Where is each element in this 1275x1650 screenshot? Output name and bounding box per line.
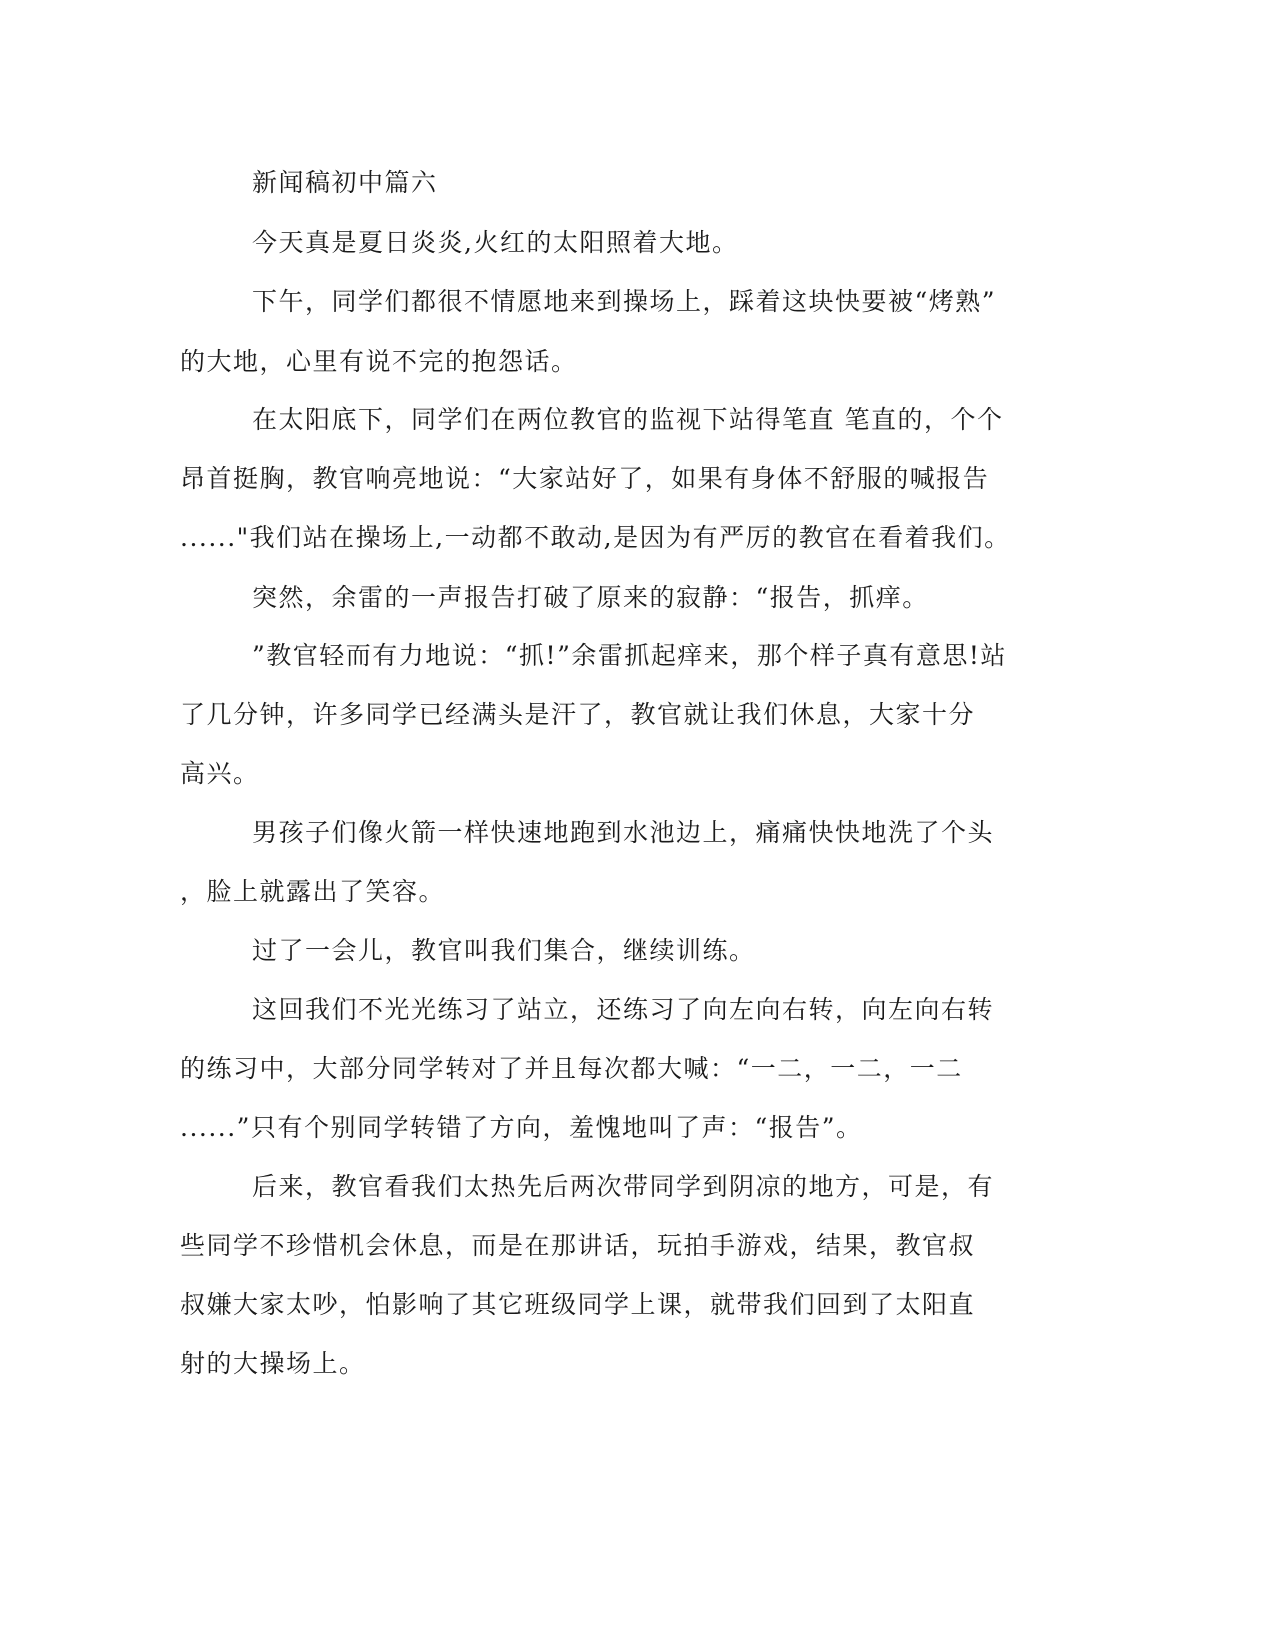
text-line: ，脸上就露出了笑容。 — [180, 877, 446, 906]
text-line: 些同学不珍惜机会休息，而是在那讲话，玩拍手游戏，结果，教官叔 — [180, 1231, 976, 1260]
text-line: 过了一会儿，教官叫我们集合，继续训练。 — [252, 936, 756, 965]
text-line: ......”只有个别同学转错了方向，羞愧地叫了声：“报告”。 — [180, 1113, 863, 1142]
text-line: 的练习中，大部分同学转对了并且每次都大喊：“一二，一二，一二 — [180, 1054, 963, 1083]
text-line: 高兴。 — [180, 759, 260, 788]
text-line: 今天真是夏日炎炎,火红的太阳照着大地。 — [252, 228, 739, 257]
text-line: 的大地，心里有说不完的抱怨话。 — [180, 347, 578, 376]
document-title: 新闻稿初中篇六 — [252, 168, 438, 197]
text-line: 突然，余雷的一声报告打破了原来的寂静：“报告，抓痒。 — [252, 583, 929, 612]
text-line: 在太阳底下，同学们在两位教官的监视下站得笔直 笔直的，个个 — [252, 405, 1004, 434]
text-line: 了几分钟，许多同学已经满头是汗了，教官就让我们休息，大家十分 — [180, 700, 976, 729]
text-line: 昂首挺胸，教官响亮地说：“大家站好了，如果有身体不舒服的喊报告 — [180, 464, 990, 493]
text-line: 射的大操场上。 — [180, 1349, 366, 1378]
text-line: ......"我们站在操场上,一动都不敢动,是因为有严厉的教官在看着我们。 — [180, 523, 1011, 552]
text-line: 后来，教官看我们太热先后两次带同学到阴凉的地方，可是，有 — [252, 1172, 995, 1201]
text-line: 这回我们不光光练习了站立，还练习了向左向右转，向左向右转 — [252, 995, 995, 1024]
text-line: 叔嫌大家太吵，怕影响了其它班级同学上课，就带我们回到了太阳直 — [180, 1290, 976, 1319]
text-line: 下午，同学们都很不情愿地来到操场上，踩着这块快要被“烤熟” — [252, 287, 997, 316]
text-line: 男孩子们像火箭一样快速地跑到水池边上，痛痛快快地洗了个头 — [252, 818, 995, 847]
text-line: ”教官轻而有力地说：“抓!”余雷抓起痒来，那个样子真有意思!站 — [252, 641, 1007, 670]
